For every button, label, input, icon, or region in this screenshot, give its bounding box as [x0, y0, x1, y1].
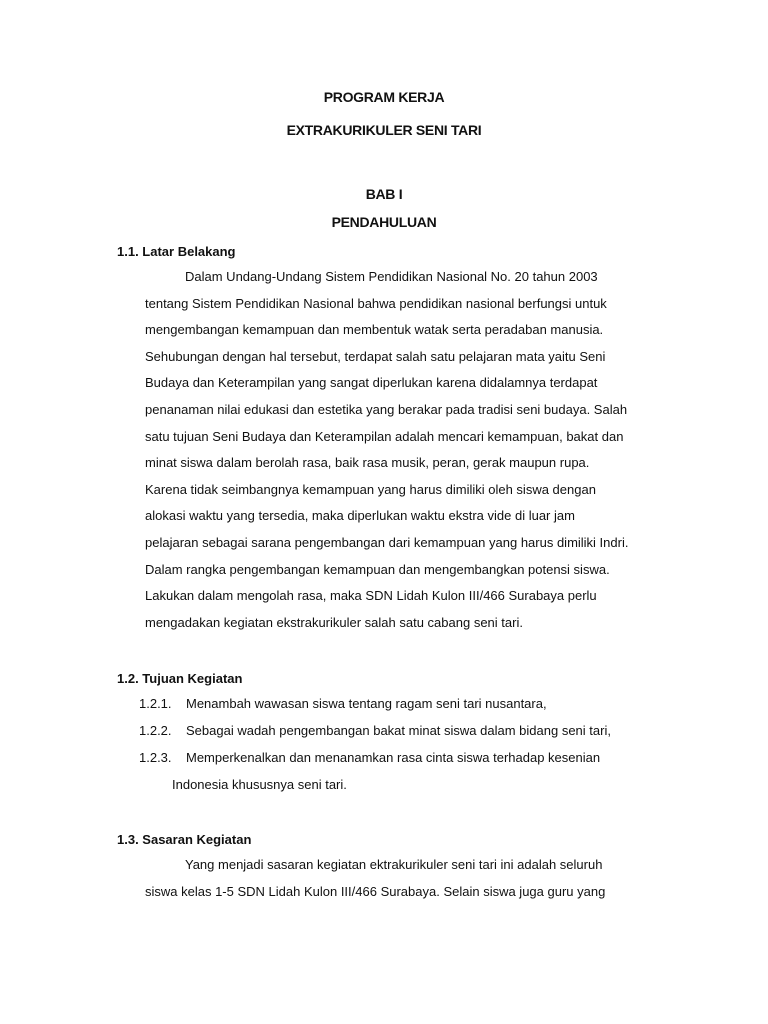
section-heading-sasaran-kegiatan: 1.3. Sasaran Kegiatan	[117, 832, 252, 847]
paragraph-line: Dalam rangka pengembangan kemampuan dan mengembangkan potensi siswa.	[145, 561, 610, 577]
paragraph-sasaran-kegiatan	[145, 852, 685, 905]
list-item-text: Menambah wawasan siswa tentang ragam seni tari nusantara,	[186, 696, 547, 711]
paragraph-line: mengembangan kemampuan dan membentuk watak serta peradaban manusia.	[145, 322, 604, 338]
paragraph-latar-belakang	[145, 264, 685, 636]
paragraph-line: pelajaran sebagai sarana pengembangan dari kemampuan yang harus dimiliki Indri.	[145, 534, 629, 550]
paragraph-line: minat siswa dalam berolah rasa, baik rasa musik, peran, gerak maupun rupa.	[145, 455, 590, 471]
list-item-number: 1.2.3.	[139, 750, 172, 765]
list-item-number: 1.2.2.	[139, 723, 172, 738]
paragraph-line: Sehubungan dengan hal tersebut, terdapat salah satu pelajaran mata yaitu Seni	[145, 348, 606, 364]
paragraph-line: alokasi waktu yang tersedia, maka diperlukan waktu ekstra vide di luar jam	[145, 508, 575, 524]
list-item	[139, 690, 679, 717]
list-item-continuation: Indonesia khususnya seni tari.	[172, 777, 347, 792]
section-heading-tujuan-kegiatan: 1.2. Tujuan Kegiatan	[117, 671, 243, 686]
document-title: PROGRAM KERJA	[323, 89, 445, 105]
paragraph-line: Budaya dan Keterampilan yang sangat diperlukan karena didalamnya terdapat	[145, 375, 598, 391]
chapter-number: BAB I	[365, 186, 403, 202]
list-item	[139, 717, 679, 744]
list-item	[139, 744, 679, 798]
paragraph-line: satu tujuan Seni Budaya dan Keterampilan adalah mencari kemampuan, bakat dan	[145, 428, 624, 444]
list-item-text: Sebagai wadah pengembangan bakat minat siswa dalam bidang seni tari,	[186, 723, 611, 738]
paragraph-line: Lakukan dalam mengolah rasa, maka SDN Lidah Kulon III/466 Surabaya perlu	[145, 588, 597, 604]
paragraph-line: Karena tidak seimbangnya kemampuan yang harus dimiliki oleh siswa dengan	[145, 481, 596, 497]
list-item-number: 1.2.1.	[139, 696, 172, 711]
paragraph-line: mengadakan kegiatan ekstrakurikuler salah satu cabang seni tari.	[145, 614, 523, 630]
paragraph-line: penanaman nilai edukasi dan estetika yang berakar pada tradisi seni budaya. Salah	[145, 401, 628, 417]
paragraph-line: tentang Sistem Pendidikan Nasional bahwa pendidikan nasional berfungsi untuk	[145, 295, 607, 311]
paragraph-line: Dalam Undang-Undang Sistem Pendidikan Nasional No. 20 tahun 2003	[185, 269, 598, 284]
document-subtitle: EXTRAKURIKULER SENI TARI	[286, 122, 482, 138]
chapter-title: PENDAHULUAN	[331, 214, 437, 230]
section-heading-latar-belakang: 1.1. Latar Belakang	[117, 244, 236, 259]
list-item-text: Memperkenalkan dan menanamkan rasa cinta siswa terhadap kesenian	[186, 750, 601, 765]
paragraph-line: siswa kelas 1-5 SDN Lidah Kulon III/466 Surabaya. Selain siswa juga guru yang	[145, 883, 606, 899]
paragraph-line: Yang menjadi sasaran kegiatan ektrakurikuler seni tari ini adalah seluruh	[185, 857, 603, 872]
objectives-list	[139, 690, 679, 798]
